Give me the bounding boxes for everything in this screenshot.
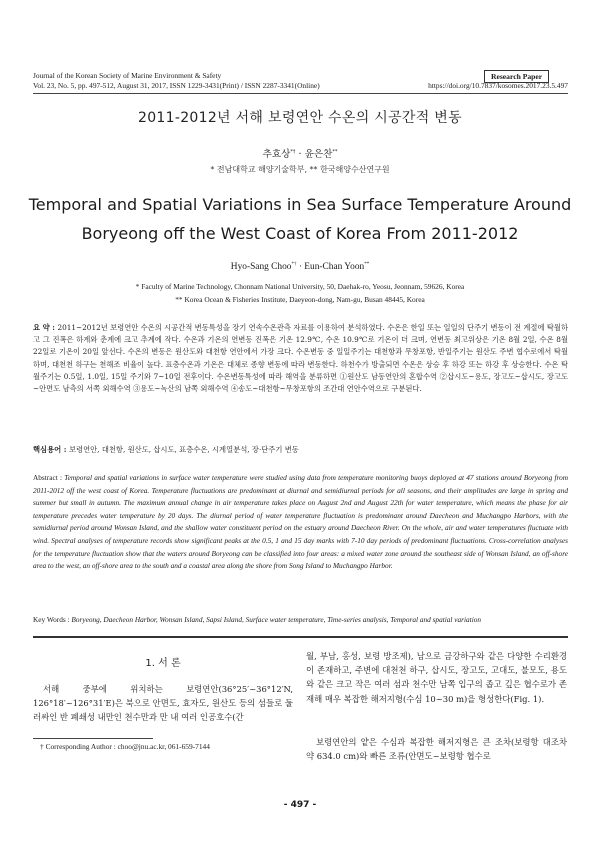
author-ko-2: 윤은찬 [304,149,333,160]
corresponding-author-footnote [40,741,210,752]
english-title-line-1: Temporal and Spatial Variations in Sea Surface Temperature Around [28,195,572,214]
author-en-separator: · [296,262,305,273]
author-ko-2-mark: ** [332,148,338,155]
page-number: - 497 - [283,800,317,810]
research-paper-badge: Research Paper [484,70,549,83]
english-keywords [33,614,568,626]
author-en-1: Hyo-Sang Choo [230,262,292,273]
english-title-line-2: Boryeong off the West Coast of Korea From 2011-2012 [81,224,519,243]
korean-authors [0,146,600,160]
intro-left-paragraph: 서해 중부에 위치하는 보령연안(36°25′~36°12′N, 126°18′~126°31′E)은 북으로 안면도, 효자도, 원산도 등의 섬들로 둘러싸인 반 폐쇄성 내만인 천수만과 만 내 여러 인공호수(간 [33,684,293,723]
english-abstract-text: Temporal and spatial variations in surface water temperature were studied using data from temperature monitoring buoys deployed at 47 stations around Boryeong from 2011-2012 off the west coast of Korea. Temperature fluctuations are predominant at diurnal and semidiurnal periods for all seasons, and their amplitudes are large in spring and summer but small in autumn. The maximum annual change in air temperature takes place on August 2nd and August 22th for water temperature, which means the phase for air temperature precedes water temperature by 20 days. The diurnal period of water temperature fluctuation is predominant around Daecheon and Muchangpo Harbors, with the semidiurnal period around Wonsan Island, and the shallow water constituent period on the estuary around Daecheon River. On the whole, air and water temperatures fluctuate with wind. Spectral analyses of temperature records show significant peaks at the 0.5, 1 and 15 day marks with 7-10 day periods of predominant fluctuations. Cross-correlation analyses for the temperature fluctuation show that the waters around Boryeong can be classified into four areas: a mixed water zone around the southeast side of Wonsan Island, an off-shore area to the west, an off-shore area to the south and a coastal area along the shore from Song Island to Muchangpo Harbor. [33,473,568,571]
author-ko-1-mark: *† [290,148,296,155]
english-keywords-label: Key Words : [33,615,72,624]
author-en-2-mark: ** [364,262,370,267]
footnote-rule [33,738,153,739]
korean-keywords [33,444,568,456]
english-affiliation-2: ** Korea Ocean & Fisheries Institute, Daeyeon-dong, Nam-gu, Busan 48445, Korea [175,295,425,304]
author-separator: · [295,149,305,160]
korean-affiliation: * 전남대학교 해양기술학부, ** 한국해양수산연구원 [210,165,390,174]
abstract-bottom-rule [33,636,568,638]
header-rule [33,93,568,94]
korean-abstract [33,322,568,395]
author-en-2: Eun-Chan Yoon [304,262,365,273]
intro-right-paragraph-1: 월, 부남, 홍성, 보령 방조제), 남으로 금강하구와 같은 다양한 수리환경이 존재하고, 주변에 대천천 하구, 삽시도, 장고도, 고대도, 불모도, 용도와 같은 크고 작은 여러 섬과 천수만 남쪽 입구의 좁고 깊은 협수로가 존재해 매우 복잡한 해저지형(수심 10~30 m)을 형성한다(Fig. 1). [306,651,567,704]
english-affiliation-1: * Faculty of Marine Technology, Chonnam National University, 50, Daehak-ro, Yeosu, Jeonnam, 59626, Korea [135,282,465,291]
korean-abstract-label: 요 약 : [33,323,58,332]
footnote-mark: † [40,742,44,751]
footnote-text: Corresponding Author : choo@jnu.ac.kr, 061-659-7144 [45,742,210,751]
english-abstract [33,472,568,573]
korean-keywords-text: 보령연안, 대천항, 원산도, 삽시도, 표층수온, 시계열분석, 장·단주기 변동 [68,445,299,454]
korean-keywords-label: 핵심용어 : [33,445,69,454]
korean-abstract-text: 2011~2012년 보령연안 수온의 시공간적 변동특성을 장기 연속수온관측 자료를 이용하여 분석하였다. 수온은 한일 또는 일일의 단주기 변동이 전 계절에 탁월하고 그 진폭은 하계와 춘계에 크고 추계에 작다. 수온과 기온의 연변동 진폭은 기온 12.9℃, 수온 10.9℃로 기온이 더 크며, 연변동 최고위상은 기온 8월 2일, 수온 8월 22일로 기온이 20일 앞선다. 수온의 변동은 원산도와 대천항 연안에서 가장 크다. 수온변동 중 일일주기는 대천항과 무창포항, 반일주기는 원산도 주변 협수로에서 탁월하며, 대천천 하구는 천해조 비율이 높다. 표층수온과 기온은 대체로 종향 변동에 따라 변동한다. 하천수가 방출되면 수온은 상승 후 하강 또는 하강 후 상승한다. 수온 탁월주기는 0.5일, 1.0일, 15일 주기와 7~10일 전후이다. 수온변동특성에 따라 해역을 분류하면 ①원산도 남동연안의 혼합수역 ②삽시도~용도, 장고도~삽시도, 장고도~안면도 남측의 서쪽 외해수역 ③용도~녹산의 남쪽 외해수역 ④송도~대천항~무창포항의 조간대 연안수역으로 구분된다. [33,323,568,394]
author-ko-1: 추효상 [262,149,291,160]
citation-line: Vol. 23, No. 5, pp. 497-512, August 31, 2017, ISSN 1229-3431(Print) / ISSN 2287-3341(Online) [33,81,320,90]
author-en-1-mark: *† [291,262,297,267]
journal-name: Journal of the Korean Society of Marine Environment & Safety [33,71,222,80]
english-authors [0,262,600,272]
doi-link[interactable]: https://doi.org/10.7837/kosomes.2017.23.5.497 [428,81,568,90]
intro-right-paragraph-2: 보령연안의 얕은 수심과 복잡한 해저지형은 큰 조차(보령항 대조차 약 634.0 cm)와 빠른 조류(안면도~보령항 협수로 [306,737,567,762]
english-abstract-label: Abstract : [33,473,65,482]
english-keywords-text: Boryeong, Daecheon Harbor, Wonsan Island, Sapsi Island, Surface water temperature, Time-series analysis, Temporal and spatial variation [71,615,482,624]
section-heading-introduction: 1. 서 론 [145,658,181,669]
korean-title: 2011-2012년 서해 보령연안 수온의 시공간적 변동 [138,110,462,126]
